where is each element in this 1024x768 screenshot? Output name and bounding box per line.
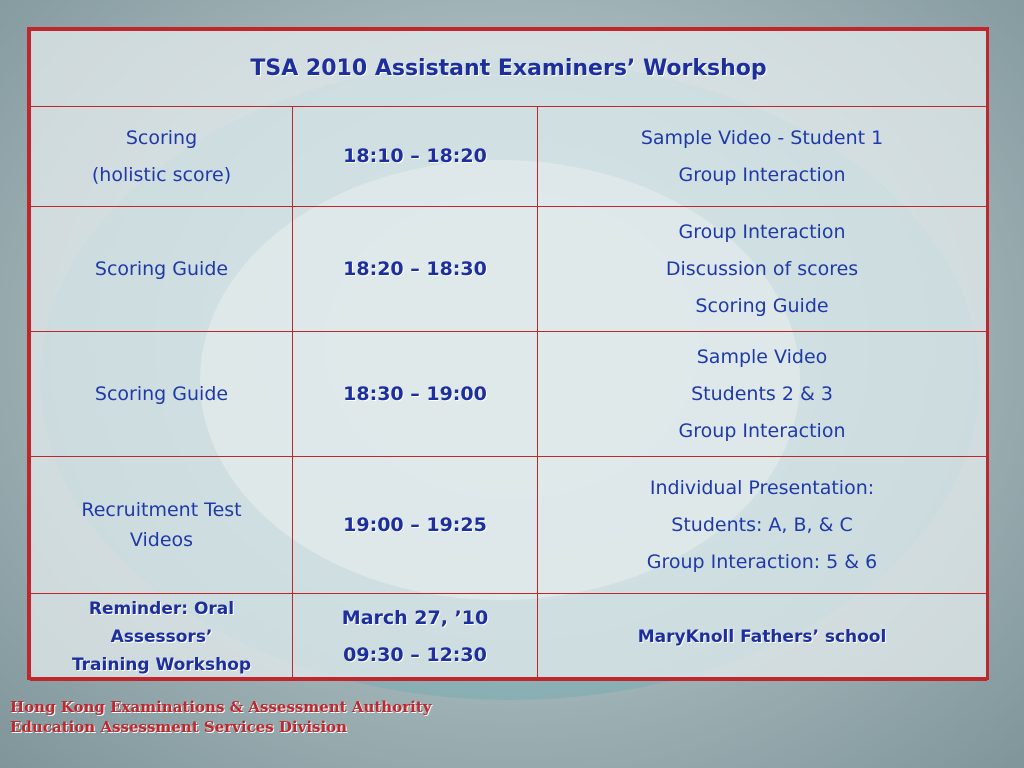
venue-cell: [538, 594, 987, 681]
table-row: [31, 107, 987, 207]
activity-cell: [31, 457, 293, 594]
date-text: March 27, ’10: [341, 607, 489, 629]
table-row: [31, 594, 987, 681]
details-text: Group Interaction: 5 & 6: [646, 550, 878, 573]
time-text: 19:00 – 19:25: [343, 513, 487, 536]
time-cell: [293, 457, 538, 594]
footer-division: Education Assessment Services Division: [10, 718, 348, 736]
footer: [10, 697, 431, 737]
time-cell: [293, 207, 538, 332]
reminder-text: Training Workshop: [71, 655, 252, 675]
activity-text: Scoring Guide: [94, 382, 229, 405]
schedule-table: [27, 27, 989, 680]
details-cell: [538, 332, 987, 457]
details-text: Group Interaction: [678, 419, 846, 442]
details-text: Students: A, B, & C: [671, 513, 853, 536]
details-cell: [538, 207, 987, 332]
activity-text: Scoring Guide: [94, 257, 229, 280]
activity-text: Scoring: [125, 126, 198, 149]
details-cell: [538, 457, 987, 594]
table-row: [31, 457, 987, 594]
details-text: Group Interaction: [678, 163, 846, 186]
details-text: Group Interaction: [678, 220, 846, 243]
footer-organization: Hong Kong Examinations & Assessment Authority: [10, 698, 432, 716]
details-text: Sample Video: [696, 345, 828, 368]
activity-text: (holistic score): [91, 163, 232, 186]
activity-cell: [31, 107, 293, 207]
time-cell: [293, 107, 538, 207]
time-cell: [293, 332, 538, 457]
table-title-row: [31, 31, 987, 107]
activity-cell: [31, 332, 293, 457]
table-row: [31, 332, 987, 457]
details-cell: [538, 107, 987, 207]
time-text: 18:10 – 18:20: [343, 145, 487, 167]
venue-text: MaryKnoll Fathers’ school: [637, 626, 887, 647]
details-text: Discussion of scores: [665, 257, 859, 280]
time-text: 18:20 – 18:30: [343, 257, 487, 280]
details-text: Scoring Guide: [695, 294, 829, 317]
details-text: Students 2 & 3: [691, 382, 833, 405]
date-time-cell: [293, 594, 538, 681]
reminder-text: Reminder: Oral Assessors’: [88, 599, 235, 647]
details-text: Sample Video - Student 1: [640, 126, 884, 149]
time-text: 09:30 – 12:30: [343, 644, 487, 666]
table-row: [31, 207, 987, 332]
details-text: Individual Presentation:: [649, 476, 875, 499]
activity-cell: [31, 207, 293, 332]
time-text: 18:30 – 19:00: [343, 382, 487, 405]
reminder-cell: [31, 594, 293, 681]
table-title: TSA 2010 Assistant Examiners’ Workshop: [31, 31, 987, 107]
activity-text: Videos: [129, 529, 194, 551]
activity-text: Recruitment Test: [81, 499, 242, 521]
